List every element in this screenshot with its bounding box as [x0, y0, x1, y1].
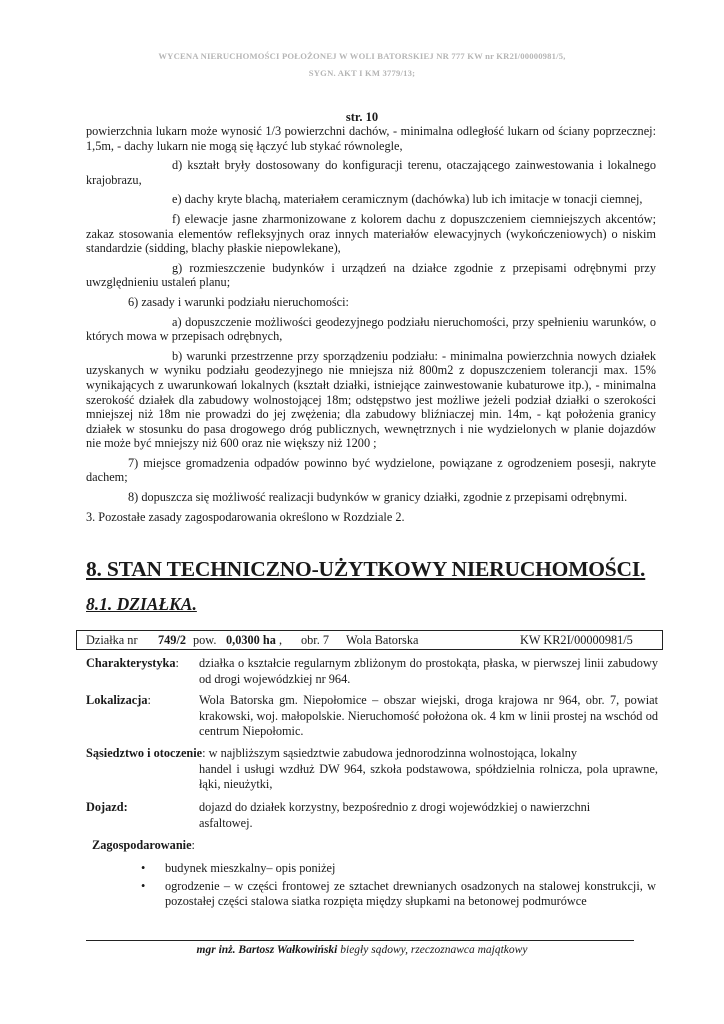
definition-desc: działka o kształcie regularnym zbliżonym do prostokąta, płaska, w pierwszej linii zabudowy od drogi wojewódzkiej nr 964.: [199, 656, 658, 686]
page-number: str. 10: [345, 110, 379, 124]
bullet-icon: •: [141, 861, 146, 875]
plot-area-suffix: ,: [279, 633, 283, 647]
plot-area-label: pow.: [193, 633, 217, 647]
plot-number: 749/2: [158, 633, 187, 647]
footer: [0, 944, 724, 956]
definition-desc: Wola Batorska gm. Niepołomice – obszar wiejski, droga krajowa nr 964, obr. 7, powiat krakowski, woj. małopolskie. Nieruchomość położona ok. 4 km w linii prostej na wschód od centrum Niepołomic.: [199, 693, 658, 738]
section-title: 8. STAN TECHNICZNO-UŻYTKOWY NIERUCHOMOŚCI.: [86, 557, 646, 581]
list-item: • ogrodzenie – w części frontowej ze sztachet drewnianych osadzonych na stalowej konstrukcji, w pozostałej części stalowa siatka rozpięta między słupkami na betonowej podmurówce: [141, 878, 656, 908]
plot-area: 0,0300 ha: [226, 633, 276, 647]
paragraph: f) elewacje jasne zharmonizowane z kolorem dachu z dopuszczeniem ciemniejszych akcentów; zakaz stosowania elementów refleksyjnych oraz innych materiałów elewacyjnych (wykończeniowych) o niskim standardzie (sidding, blachy płaskie niepowlekane),: [86, 211, 656, 256]
plot-obr: obr. 7: [301, 633, 330, 647]
paragraph: 3. Pozostałe zasady zagospodarowania określono w Rozdziale 2.: [86, 509, 405, 524]
definition-term: Charakterystyka: [86, 656, 176, 670]
zagospodarowanie-heading: Zagospodarowanie:: [92, 838, 195, 852]
definition-term: Dojazd: [86, 800, 124, 814]
footer-divider: [86, 940, 634, 941]
definition-desc: w najbliższym sąsiedztwie zabudowa jednorodzinna wolnostojąca, lokalny: [208, 746, 578, 760]
definition-desc-continued: handel i usługi wzdłuż DW 964, szkoła podstawowa, spółdzielnia rolnicza, pola uprawne, łąki, nieużytki,: [199, 761, 658, 791]
paragraph: g) rozmieszczenie budynków i urządzeń na działce zgodnie z przepisami odrębnymi przy uwzględnieniu ustaleń planu;: [86, 260, 656, 290]
definition-lokalizacja: Lokalizacja: Wola Batorska gm. Niepołomice – obszar wiejski, droga krajowa nr 964, obr. 7, powiat krakowski, woj. małopolskie. Nieruchomość położona ok. 4 km w linii prostej na wschód od centrum Niepołomic.: [86, 693, 658, 738]
paragraph: b) warunki przestrzenne przy sporządzeniu podziału: - minimalna powierzchnia nowych działek uzyskanych w wyniku podziału geodezyjnego nie mniejsza niż 800m2 z dopuszczeniem tolerancji max. 15% wynikających z uwarunkowań lokalnych (kształt działki, istniejące zainwestowanie kubaturowe itp.), - minimalna szerokość działek dla zabudowy wolnostojącej 18m; odstępstwo jest możliwe jeżeli podział działki o szerokości mniejszej niż 18m nie prowadzi do jej zwężenia; dla zabudowy bliźniaczej min. 14m, - kąt położenia granicy działek w stosunku do pasa drogowego dróg publicznych, wewnętrznych i nie wydzielonych w planie dojazdów nie może być mniejszy niż 600 oraz nie większy niż 1200 ;: [86, 348, 656, 451]
running-header-line-2: SYGN. AKT I KM 3779/13;: [308, 68, 416, 78]
plot-info-box: [76, 630, 663, 650]
definition-term: Sąsiedztwo i otoczenie: [86, 746, 203, 760]
paragraph: a) dopuszczenie możliwości geodezyjnego podziału nieruchomości, przy spełnieniu warunków, o których mowa w przepisach odrębnych,: [86, 314, 656, 344]
running-header-line-1: WYCENA NIERUCHOMOŚCI POŁOŻONEJ W WOLI BATORSKIEJ NR 777 KW nr KR2I/00000981/5,: [158, 51, 566, 61]
definition-dojazd: Dojazd: dojazd do działek korzystny, bezpośrednio z drogi wojewódzkiej o nawierzchni asfaltowej.: [86, 800, 658, 831]
list-item: • budynek mieszkalny– opis poniżej: [141, 861, 336, 875]
plot-place: Wola Batorska: [346, 633, 419, 647]
zagospodarowanie-list: [141, 861, 656, 912]
paragraph: 8) dopuszcza się możliwość realizacji budynków w granicy działki, zgodnie z przepisami odrębnymi.: [128, 490, 628, 505]
footer-role: biegły sądowy, rzeczoznawca majątkowy: [337, 944, 528, 956]
paragraph: d) kształt bryły dostosowany do konfiguracji terenu, otaczającego zainwestowania i lokalnego krajobrazu,: [86, 158, 656, 187]
bullet-icon: •: [141, 878, 146, 893]
paragraph: e) dachy kryte blachą, materiałem ceramicznym (dachówka) lub ich imitacje w tonacji ciemnej,: [172, 192, 643, 207]
definition-term: Lokalizacja: [86, 693, 148, 707]
subsection-title: 8.1. DZIAŁKA.: [86, 594, 197, 614]
paragraph: powierzchnia lukarn może wynosić 1/3 powierzchni dachów, - minimalna odległość lukarn od ściany poprzecznej: 1,5m, - dachy lukarn nie mogą się łączyć lub stykać równolegle,: [86, 124, 656, 153]
definition-desc: dojazd do działek korzystny, bezpośrednio z drogi wojewódzkiej o nawierzchni asfaltowej.: [199, 800, 591, 830]
paragraph: 7) miejsce gromadzenia odpadów powinno być wydzielone, powiązane z ogrodzeniem posesji, nakryte dachem;: [86, 455, 656, 485]
paragraph: 6) zasady i warunki podziału nieruchomości:: [128, 294, 349, 309]
definition-sasiedztwo: Sąsiedztwo i otoczenie: w najbliższym sąsiedztwie zabudowa jednorodzinna wolnostojąca, lokalny handel i usługi wzdłuż DW 964, szkoła podstawowa, spółdzielnia rolnicza, pola uprawne, łąki, nieużytki,: [86, 746, 658, 791]
plot-label: Działka nr: [86, 633, 138, 647]
body-text: [86, 124, 656, 529]
definition-charakterystyka: Charakterystyka: działka o kształcie regularnym zbliżonym do prostokąta, płaska, w pierwszej linii zabudowy od drogi wojewódzkiej nr 964.: [86, 656, 658, 686]
plot-kw: KW KR2I/00000981/5: [520, 633, 633, 647]
footer-name: mgr inż. Bartosz Wałkowiński: [196, 944, 338, 956]
